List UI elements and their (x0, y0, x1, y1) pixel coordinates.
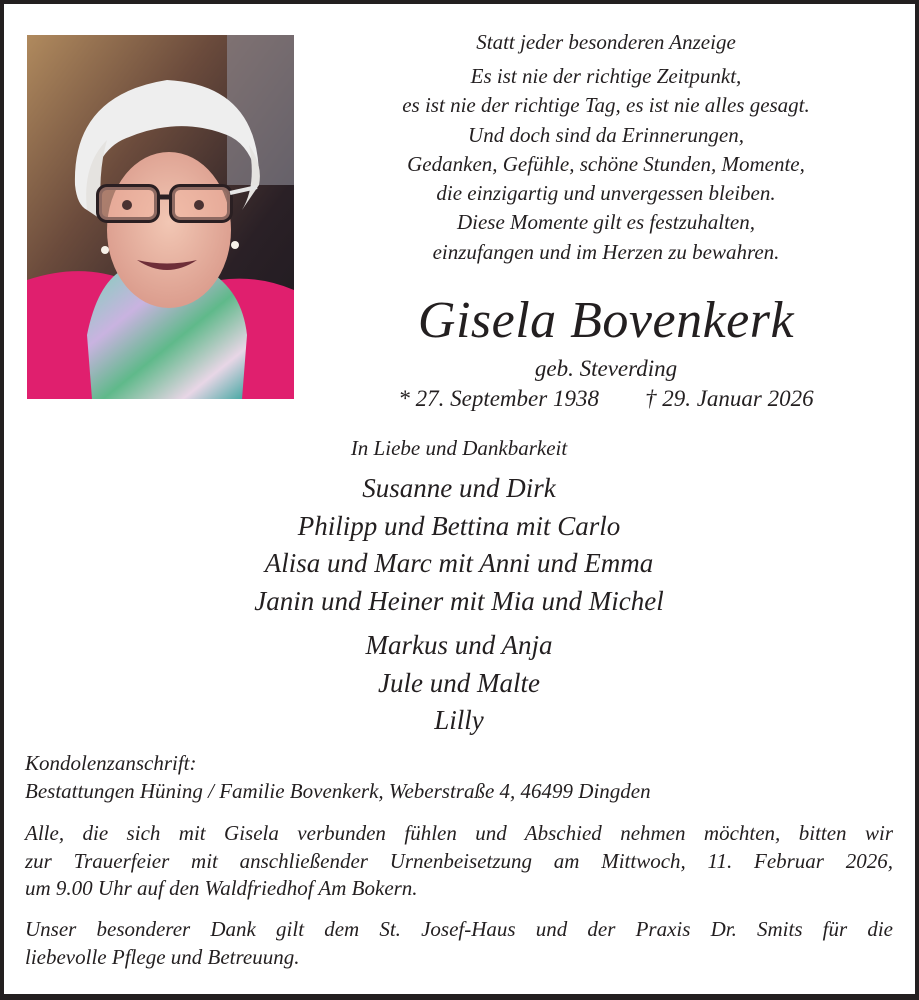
invitation-line: Alle, die sich mit Gisela verbunden fühlen und Abschied nehmen möchten, bitten wir (25, 821, 893, 845)
portrait-illustration (27, 35, 294, 399)
notice-headline: Statt jeder besonderen Anzeige (476, 30, 736, 54)
mourner-line: Janin und Heiner mit Mia und Michel (254, 585, 664, 616)
deceased-name: Gisela Bovenkerk (417, 292, 795, 349)
mourner-line: Lilly (434, 705, 484, 735)
mourners-intro: In Liebe und Dankbarkeit (350, 436, 568, 460)
invitation-line: um 9.00 Uhr auf den Waldfriedhof Am Bokern. (25, 876, 418, 900)
portrait-photo (27, 35, 294, 399)
gratitude-line: Unser besonderer Dank gilt dem St. Josef-Haus und der Praxis Dr. Smits für die (25, 917, 893, 941)
poem-line: es ist nie der richtige Tag, es ist nie alles gesagt. (402, 93, 810, 118)
birth-date: * 27. September 1938 (398, 386, 599, 411)
poem-line: die einzigartig und unvergessen bleiben. (436, 181, 776, 206)
mourner-line: Susanne und Dirk (362, 473, 556, 503)
mourner-line: Alisa und Marc mit Anni und Emma (264, 548, 654, 578)
invitation-line: zur Trauerfeier mit anschließender Urnenbeisetzung am Mittwoch, 11. Februar 2026, (25, 848, 893, 873)
poem-line: Gedanken, Gefühle, schöne Stunden, Momente, (407, 151, 805, 176)
obituary-notice (4, 4, 915, 994)
poem (356, 62, 856, 267)
funeral-invitation (25, 820, 893, 903)
mourners-group-2 (154, 627, 764, 740)
mourner-line: Philipp und Bettina mit Carlo (297, 510, 621, 541)
poem-line: einzufangen und im Herzen zu bewahren. (432, 239, 780, 264)
condolence-address (25, 750, 893, 805)
poem-line: Diese Momente gilt es festzuhalten, (456, 210, 756, 235)
maiden-name: geb. Steverding (534, 356, 678, 381)
poem-line: Und doch sind da Erinnerungen, (468, 122, 744, 147)
mourner-line: Jule und Malte (378, 667, 540, 698)
mourners-group-1 (154, 470, 764, 620)
death-date: † 29. Januar 2026 (644, 386, 814, 411)
life-dates (356, 384, 856, 414)
condolence-address-text: Bestattungen Hüning / Familie Bovenkerk, Weberstraße 4, 46499 Dingden (25, 778, 651, 803)
mourner-line: Markus und Anja (365, 630, 553, 660)
condolence-label: Kondolenzanschrift: (25, 751, 197, 775)
gratitude-line: liebevolle Pflege und Betreuung. (25, 944, 300, 969)
gratitude-note (25, 916, 893, 971)
poem-line: Es ist nie der richtige Zeitpunkt, (470, 64, 742, 88)
